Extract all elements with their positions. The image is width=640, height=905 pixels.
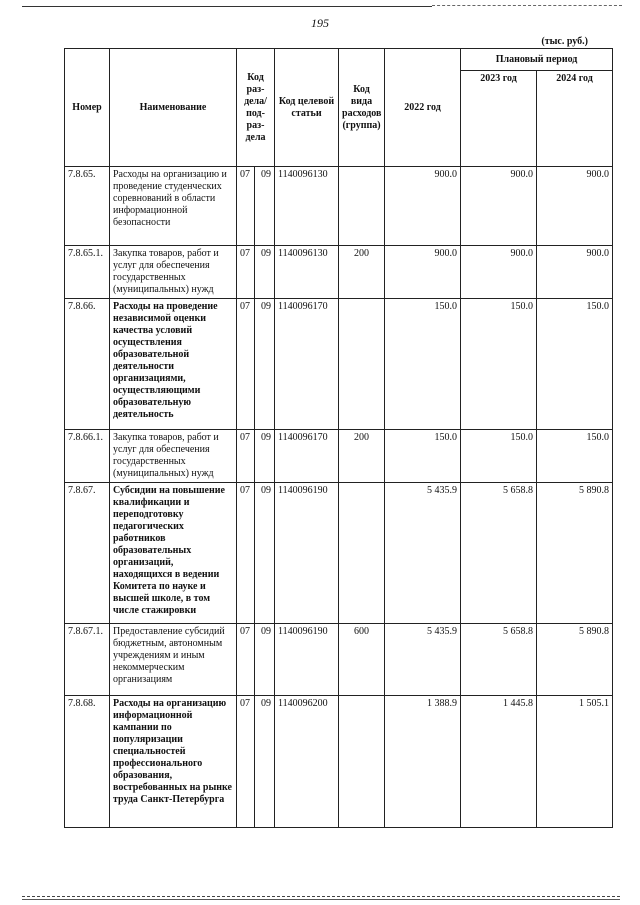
row-subsection-code: 09	[255, 696, 275, 828]
row-value-2023: 900.0	[461, 167, 537, 246]
row-value-2024: 900.0	[537, 167, 613, 246]
row-number: 7.8.66.1.	[65, 430, 110, 483]
top-rule-dashed	[432, 5, 622, 6]
table-row	[65, 167, 613, 246]
top-rule	[22, 6, 432, 7]
row-section-code: 07	[237, 299, 255, 430]
row-number: 7.8.67.1.	[65, 624, 110, 696]
row-target-code: 1140096170	[275, 430, 339, 483]
row-value-2024: 150.0	[537, 430, 613, 483]
row-expense-type	[339, 167, 385, 246]
table-row	[65, 299, 613, 430]
row-number: 7.8.66.	[65, 299, 110, 430]
row-section-code: 07	[237, 624, 255, 696]
row-value-2022: 150.0	[385, 430, 461, 483]
row-value-2023: 5 658.8	[461, 483, 537, 624]
row-name: Предоставление субсидий бюджетным, автономным учреждениям и иным некоммерческим организациям	[110, 624, 237, 696]
row-value-2022: 150.0	[385, 299, 461, 430]
row-value-2022: 900.0	[385, 246, 461, 299]
row-section-code: 07	[237, 246, 255, 299]
row-expense-type	[339, 299, 385, 430]
row-section-code: 07	[237, 430, 255, 483]
row-value-2022: 1 388.9	[385, 696, 461, 828]
table-row	[65, 624, 613, 696]
row-value-2024: 5 890.8	[537, 483, 613, 624]
row-value-2023: 150.0	[461, 430, 537, 483]
row-target-code: 1140096200	[275, 696, 339, 828]
row-subsection-code: 09	[255, 483, 275, 624]
row-number: 7.8.68.	[65, 696, 110, 828]
row-name: Расходы на организацию информационной кампании по популяризации специальностей профессионального образования, востребованных на рынке труда Санкт-Петербурга	[110, 696, 237, 828]
row-target-code: 1140096190	[275, 483, 339, 624]
row-number: 7.8.65.	[65, 167, 110, 246]
row-subsection-code: 09	[255, 246, 275, 299]
row-expense-type: 600	[339, 624, 385, 696]
row-target-code: 1140096170	[275, 299, 339, 430]
row-value-2024: 1 505.1	[537, 696, 613, 828]
table-row	[65, 483, 613, 624]
table-row	[65, 246, 613, 299]
budget-table	[64, 48, 613, 828]
row-value-2023: 150.0	[461, 299, 537, 430]
header-section-code: Код раз-дела/ под-раз-дела	[237, 49, 275, 167]
bottom-rule-dashed	[22, 896, 620, 897]
row-value-2022: 5 435.9	[385, 483, 461, 624]
header-year-2023: 2023 год	[461, 71, 537, 167]
row-section-code: 07	[237, 167, 255, 246]
row-name: Субсидии на повышение квалификации и переподготовку педагогических работников образовательных организаций, находящихся в ведении Комитета по науке и высшей школе, в том числе стажировки	[110, 483, 237, 624]
row-value-2024: 150.0	[537, 299, 613, 430]
table-row	[65, 696, 613, 828]
row-value-2024: 5 890.8	[537, 624, 613, 696]
row-value-2023: 1 445.8	[461, 696, 537, 828]
row-subsection-code: 09	[255, 167, 275, 246]
row-value-2022: 900.0	[385, 167, 461, 246]
row-expense-type	[339, 696, 385, 828]
row-subsection-code: 09	[255, 299, 275, 430]
row-name: Закупка товаров, работ и услуг для обеспечения государственных (муниципальных) нужд	[110, 246, 237, 299]
row-number: 7.8.65.1.	[65, 246, 110, 299]
header-year-2022: 2022 год	[385, 49, 461, 167]
row-subsection-code: 09	[255, 430, 275, 483]
table-row	[65, 430, 613, 483]
header-name: Наименование	[110, 49, 237, 167]
row-section-code: 07	[237, 483, 255, 624]
header-target-code: Код целевой статьи	[275, 49, 339, 167]
row-expense-type	[339, 483, 385, 624]
row-number: 7.8.67.	[65, 483, 110, 624]
header-year-2024: 2024 год	[537, 71, 613, 167]
row-value-2022: 5 435.9	[385, 624, 461, 696]
row-target-code: 1140096130	[275, 246, 339, 299]
row-expense-type: 200	[339, 430, 385, 483]
units-label: (тыс. руб.)	[541, 36, 588, 47]
header-expense-type-code: Код вида расходов (группа)	[339, 49, 385, 167]
header-number: Номер	[65, 49, 110, 167]
header-planning-period: Плановый период	[461, 49, 613, 71]
row-expense-type: 200	[339, 246, 385, 299]
row-name: Расходы на проведение независимой оценки качества условий осуществления образовательной деятельности организациями, осуществляющими образовательную деятельность	[110, 299, 237, 430]
bottom-rule	[22, 899, 620, 900]
page-number: 195	[311, 16, 329, 30]
row-target-code: 1140096190	[275, 624, 339, 696]
row-target-code: 1140096130	[275, 167, 339, 246]
row-section-code: 07	[237, 696, 255, 828]
row-name: Закупка товаров, работ и услуг для обеспечения государственных (муниципальных) нужд	[110, 430, 237, 483]
row-value-2024: 900.0	[537, 246, 613, 299]
row-name: Расходы на организацию и проведение студенческих соревнований в области информационной безопасности	[110, 167, 237, 246]
row-value-2023: 5 658.8	[461, 624, 537, 696]
row-value-2023: 900.0	[461, 246, 537, 299]
row-subsection-code: 09	[255, 624, 275, 696]
